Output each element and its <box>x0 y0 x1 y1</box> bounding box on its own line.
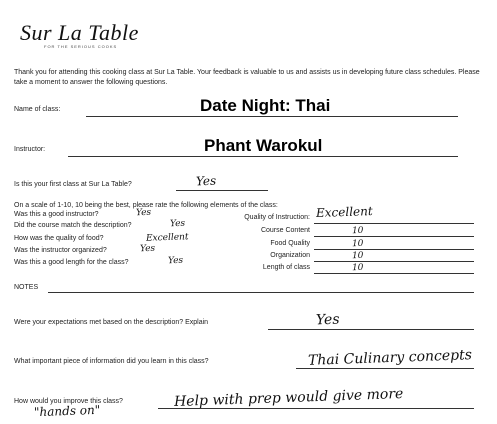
question-instructor-organized: Was the instructor organized? <box>14 247 107 254</box>
improve-answer-line-1: Help with prep would give more <box>173 386 404 410</box>
class-name-label: Name of class: <box>14 106 61 113</box>
expectations-line <box>268 329 474 330</box>
important-piece-answer: Thai Culinary concepts <box>307 347 473 369</box>
scale-intro: On a scale of 1-10, 10 being the best, please rate the following elements of the class: <box>14 202 278 209</box>
answer-course-match: Yes <box>169 218 186 230</box>
expectations-answer: Yes <box>315 311 340 329</box>
first-class-answer: Yes <box>195 173 217 189</box>
rating-value-organization: 10 <box>351 250 364 262</box>
rating-label-organization: Organization <box>270 252 310 259</box>
class-name-value: Date Night: Thai <box>200 96 331 115</box>
first-class-line <box>176 190 268 191</box>
intro-text: Thank you for attending this cooking class at Sur La Table. Your feedback is valuable to us and assists us in developing future class schedules. Please take a moment to answer the following questions. <box>14 69 480 86</box>
question-good-instructor: Was this a good instructor? <box>14 211 99 218</box>
rating-label-length: Length of class <box>262 264 310 271</box>
answer-instructor-organized: Yes <box>139 243 156 255</box>
rating-label-food: Food Quality <box>270 240 310 247</box>
expectations-label: Were your expectations met based on the description? Explain <box>14 319 209 326</box>
class-name-line <box>86 116 458 117</box>
logo-tagline: FOR THE SERIOUS COOKS <box>44 44 118 49</box>
rating-label-instruction: Quality of Instruction: <box>244 214 310 221</box>
question-class-length: Was this a good length for the class? <box>14 259 129 266</box>
important-piece-label: What important piece of information did you learn in this class? <box>14 358 209 365</box>
rating-value-content: 10 <box>351 225 364 237</box>
rating-line-length <box>314 273 474 274</box>
answer-good-instructor: Yes <box>135 207 152 219</box>
first-class-label: Is this your first class at Sur La Table? <box>14 181 132 188</box>
rating-line-content <box>314 236 474 237</box>
instructor-value: Phant Warokul <box>204 136 323 155</box>
rating-value-food: 10 <box>351 238 364 250</box>
improve-answer-line-2: "hands on" <box>33 402 101 420</box>
answer-class-length: Yes <box>167 255 184 267</box>
answer-food-quality: Excellent <box>145 232 189 244</box>
rating-value-length: 10 <box>351 262 364 274</box>
improve-label: How would you improve this class? <box>14 398 123 405</box>
rating-label-content: Course Content <box>260 227 310 234</box>
rating-line-organization <box>314 261 474 262</box>
rating-value-instruction: Excellent <box>315 204 373 220</box>
question-food-quality: How was the quality of food? <box>14 235 104 242</box>
notes-line <box>48 292 474 293</box>
rating-line-instruction <box>314 223 474 224</box>
notes-label: NOTES <box>14 284 39 291</box>
sur-la-table-logo: Sur La Table <box>20 20 139 45</box>
question-course-match: Did the course match the description? <box>14 222 132 229</box>
rating-line-food <box>314 249 474 250</box>
instructor-label: Instructor: <box>14 146 46 153</box>
instructor-line <box>68 156 458 157</box>
